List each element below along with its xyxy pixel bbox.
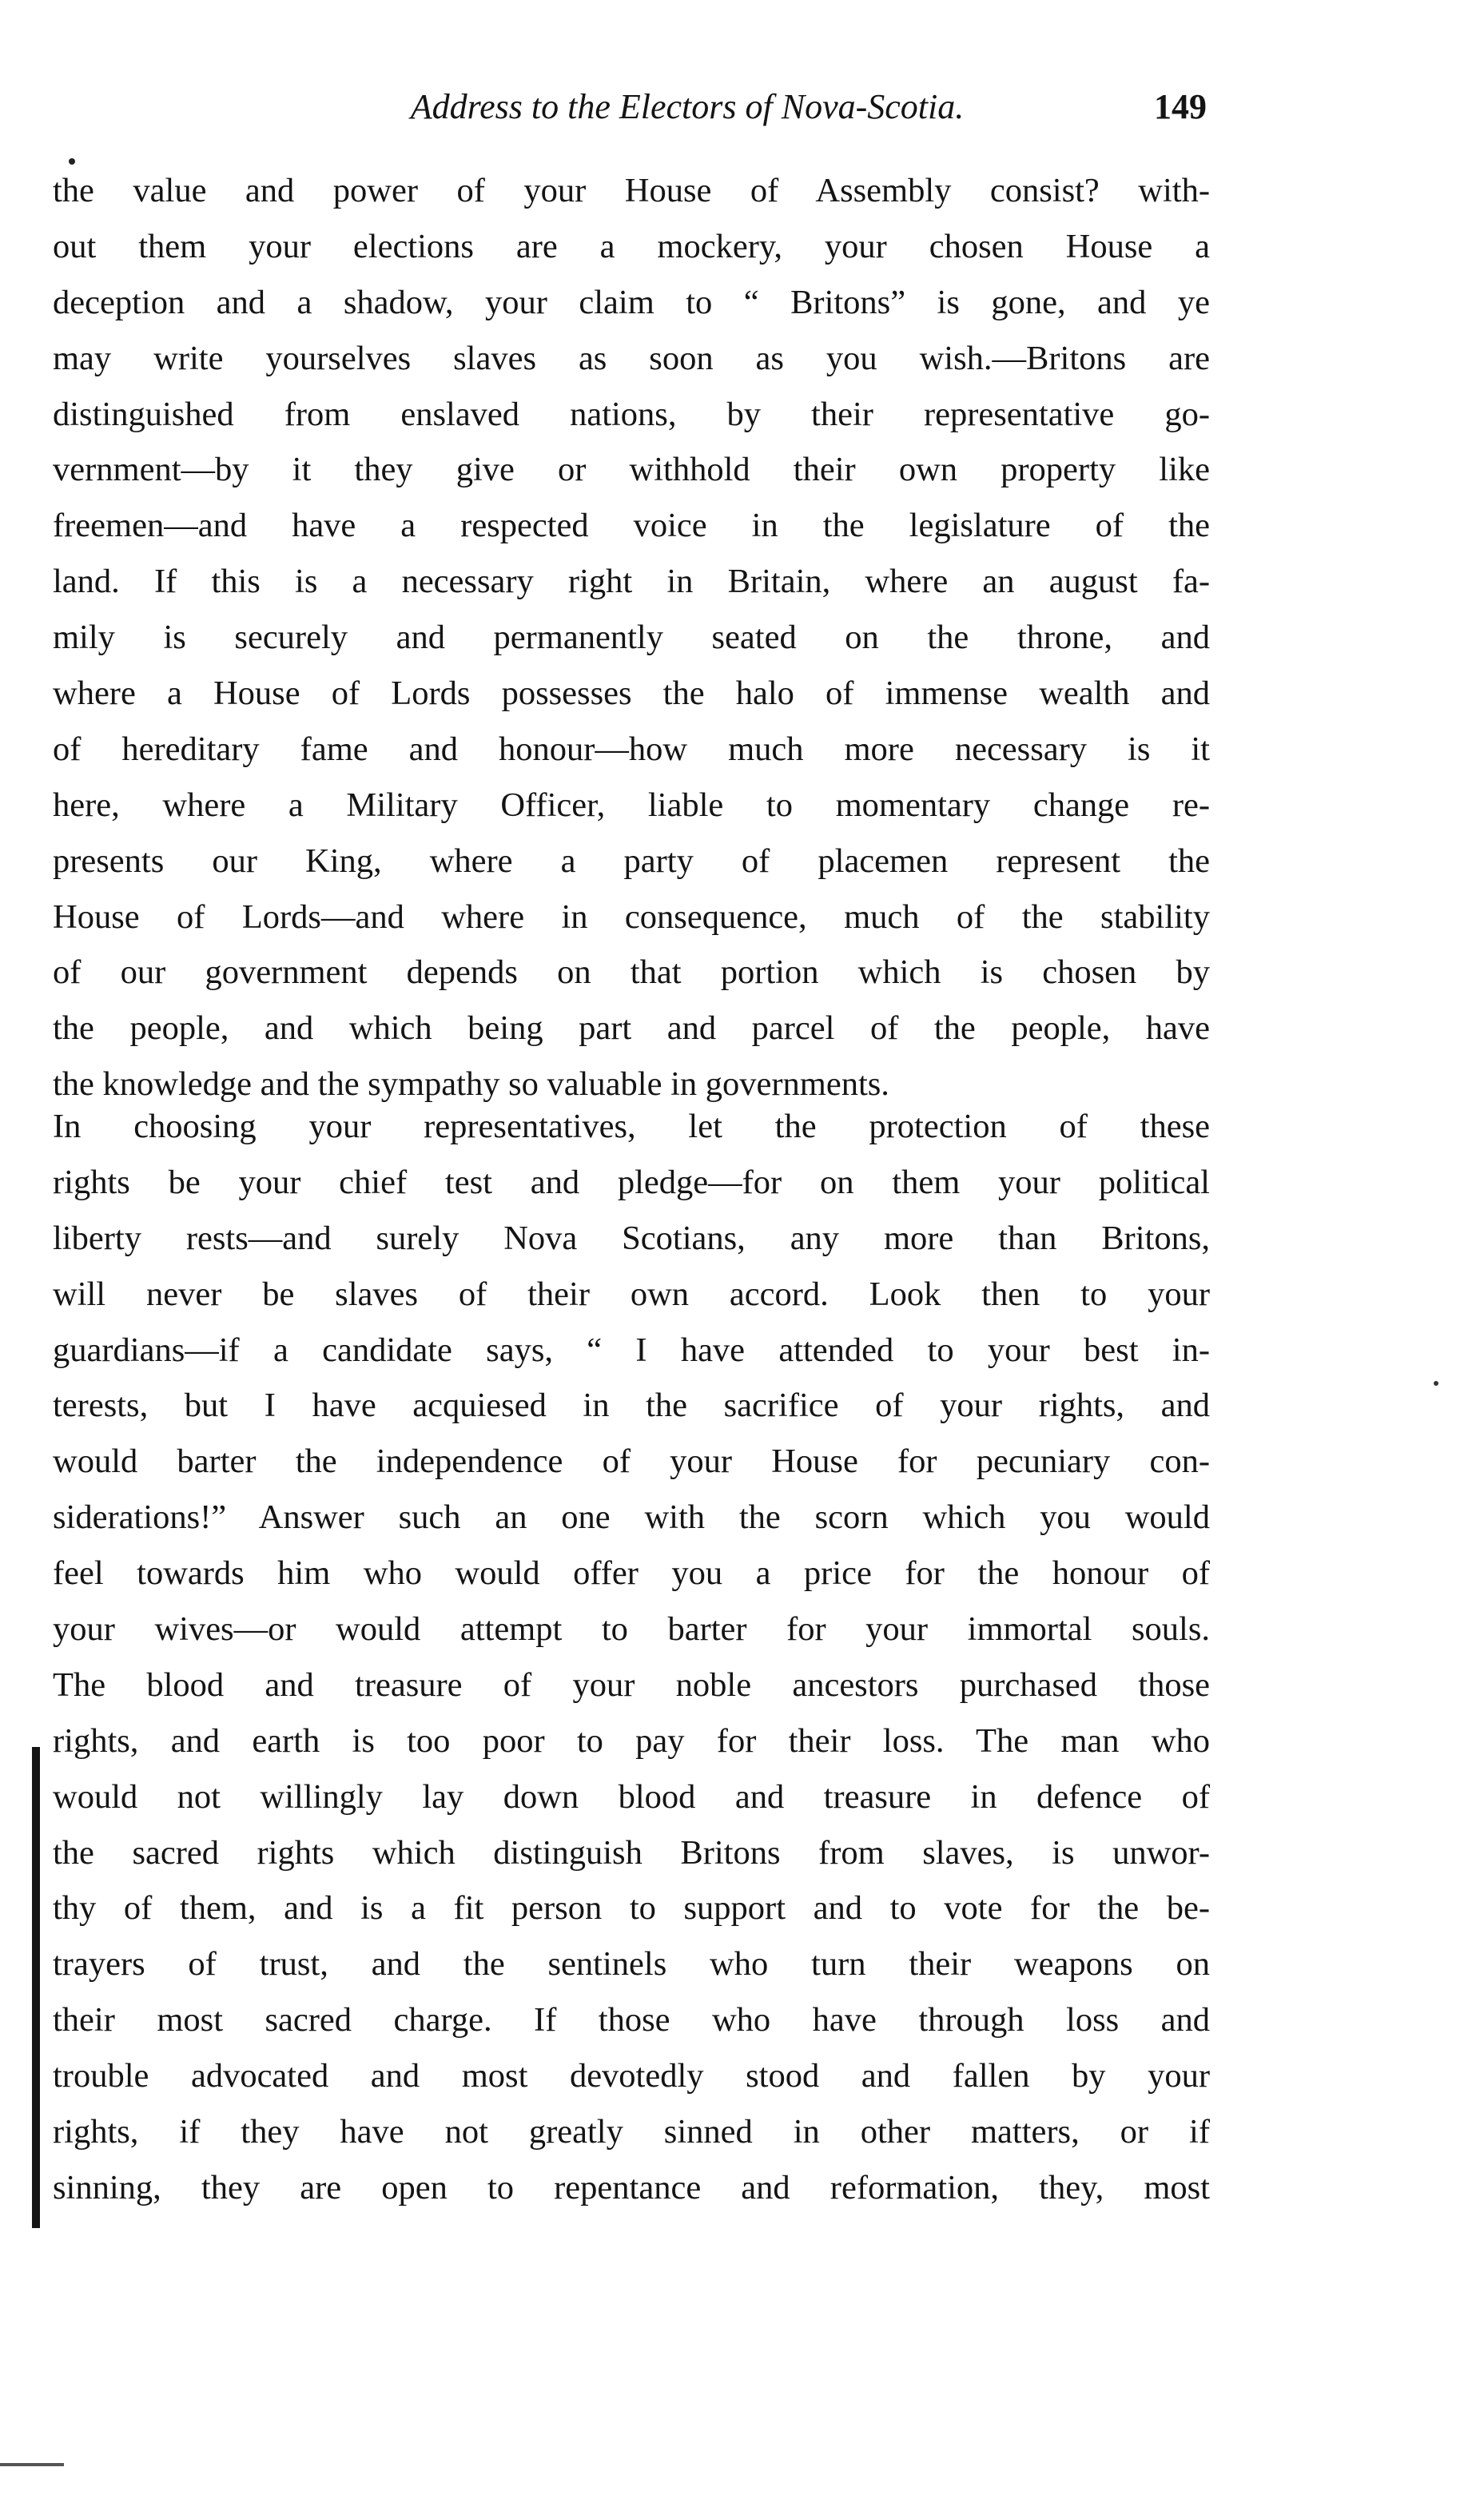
margin-bar [32, 1747, 40, 2228]
running-title: Address to the Electors of Nova-Scotia. [410, 87, 965, 126]
text-line: deception and a shadow, your claim to “ Britons” is gone, and ye [53, 283, 1210, 321]
page-number: 149 [1154, 87, 1207, 126]
text-line: the people, and which being part and parcel of the people, have [53, 1009, 1210, 1048]
text-line: guardians—if a candidate says, “ I have attended to your best in- [53, 1331, 1210, 1369]
text-line: terests, but I have acquiesed in the sacrifice of your rights, and [53, 1387, 1210, 1425]
running-header [264, 86, 1207, 134]
text-line: thy of them, and is a fit person to support and to vote for the be- [53, 1889, 1210, 1928]
text-line: sinning, they are open to repentance and reformation, they, most [53, 2168, 1210, 2207]
paragraph [53, 163, 1210, 1112]
text-line: the sacred rights which distinguish Britons from slaves, is unwor- [53, 1833, 1210, 1872]
paragraph [53, 1099, 1210, 2216]
text-line: your wives—or would attempt to barter for your immortal souls. [53, 1610, 1210, 1649]
text-line: will never be slaves of their own accord. Look then to your [53, 1275, 1210, 1313]
text-line: House of Lords—and where in consequence, much of the stability [53, 897, 1210, 936]
text-line: siderations!” Answer such an one with the scorn which you would [53, 1498, 1210, 1537]
text-line: would not willingly lay down blood and treasure in defence of [53, 1777, 1210, 1816]
ink-speck [1434, 1381, 1438, 1386]
text-line: feel towards him who would offer you a price for the honour of [53, 1554, 1210, 1593]
text-line: out them your elections are a mockery, your chosen House a [53, 227, 1210, 265]
text-line: here, where a Military Officer, liable to momentary change re- [53, 786, 1210, 824]
text-line: rights, if they have not greatly sinned in other matters, or if [53, 2113, 1210, 2151]
text-line: may write yourselves slaves as soon as you wish.—Britons are [53, 339, 1210, 377]
text-line: liberty rests—and surely Nova Scotians, any more than Britons, [53, 1219, 1210, 1257]
text-line: of our government depends on that portion which is chosen by [53, 953, 1210, 992]
text-line: the value and power of your House of Assembly consist? with- [53, 172, 1210, 209]
text-line: rights, and earth is too poor to pay for their loss. The man who [53, 1721, 1210, 1760]
text-line: their most sacred charge. If those who have through loss and [53, 2001, 1210, 2039]
text-line: distinguished from enslaved nations, by their representative go- [53, 395, 1210, 433]
text-line: would barter the independence of your House for pecuniary con- [53, 1442, 1210, 1481]
scan-edge-mark [0, 2463, 64, 2466]
text-line: land. If this is a necessary right in Britain, where an august fa- [53, 563, 1210, 601]
text-line: The blood and treasure of your noble ancestors purchased those [53, 1665, 1210, 1704]
text-line: trayers of trust, and the sentinels who turn their weapons on [53, 1945, 1210, 1984]
text-line: freemen—and have a respected voice in the legislature of the [53, 507, 1210, 545]
text-line: vernment—by it they give or withhold their own property like [53, 451, 1210, 489]
text-line: presents our King, where a party of placemen represent the [53, 842, 1210, 880]
text-line: the knowledge and the sympathy so valuable in governments. [53, 1065, 889, 1104]
text-line: mily is securely and permanently seated on the throne, and [53, 619, 1210, 657]
text-line: trouble advocated and most devotedly stood and fallen by your [53, 2057, 1210, 2095]
text-line: rights be your chief test and pledge—for on them your political [53, 1163, 1210, 1201]
text-line: of hereditary fame and honour—how much more necessary is it [53, 730, 1210, 768]
text-line: where a House of Lords possesses the halo of immense wealth and [53, 674, 1210, 713]
text-line: In choosing your representatives, let the protection of these [53, 1108, 1210, 1145]
